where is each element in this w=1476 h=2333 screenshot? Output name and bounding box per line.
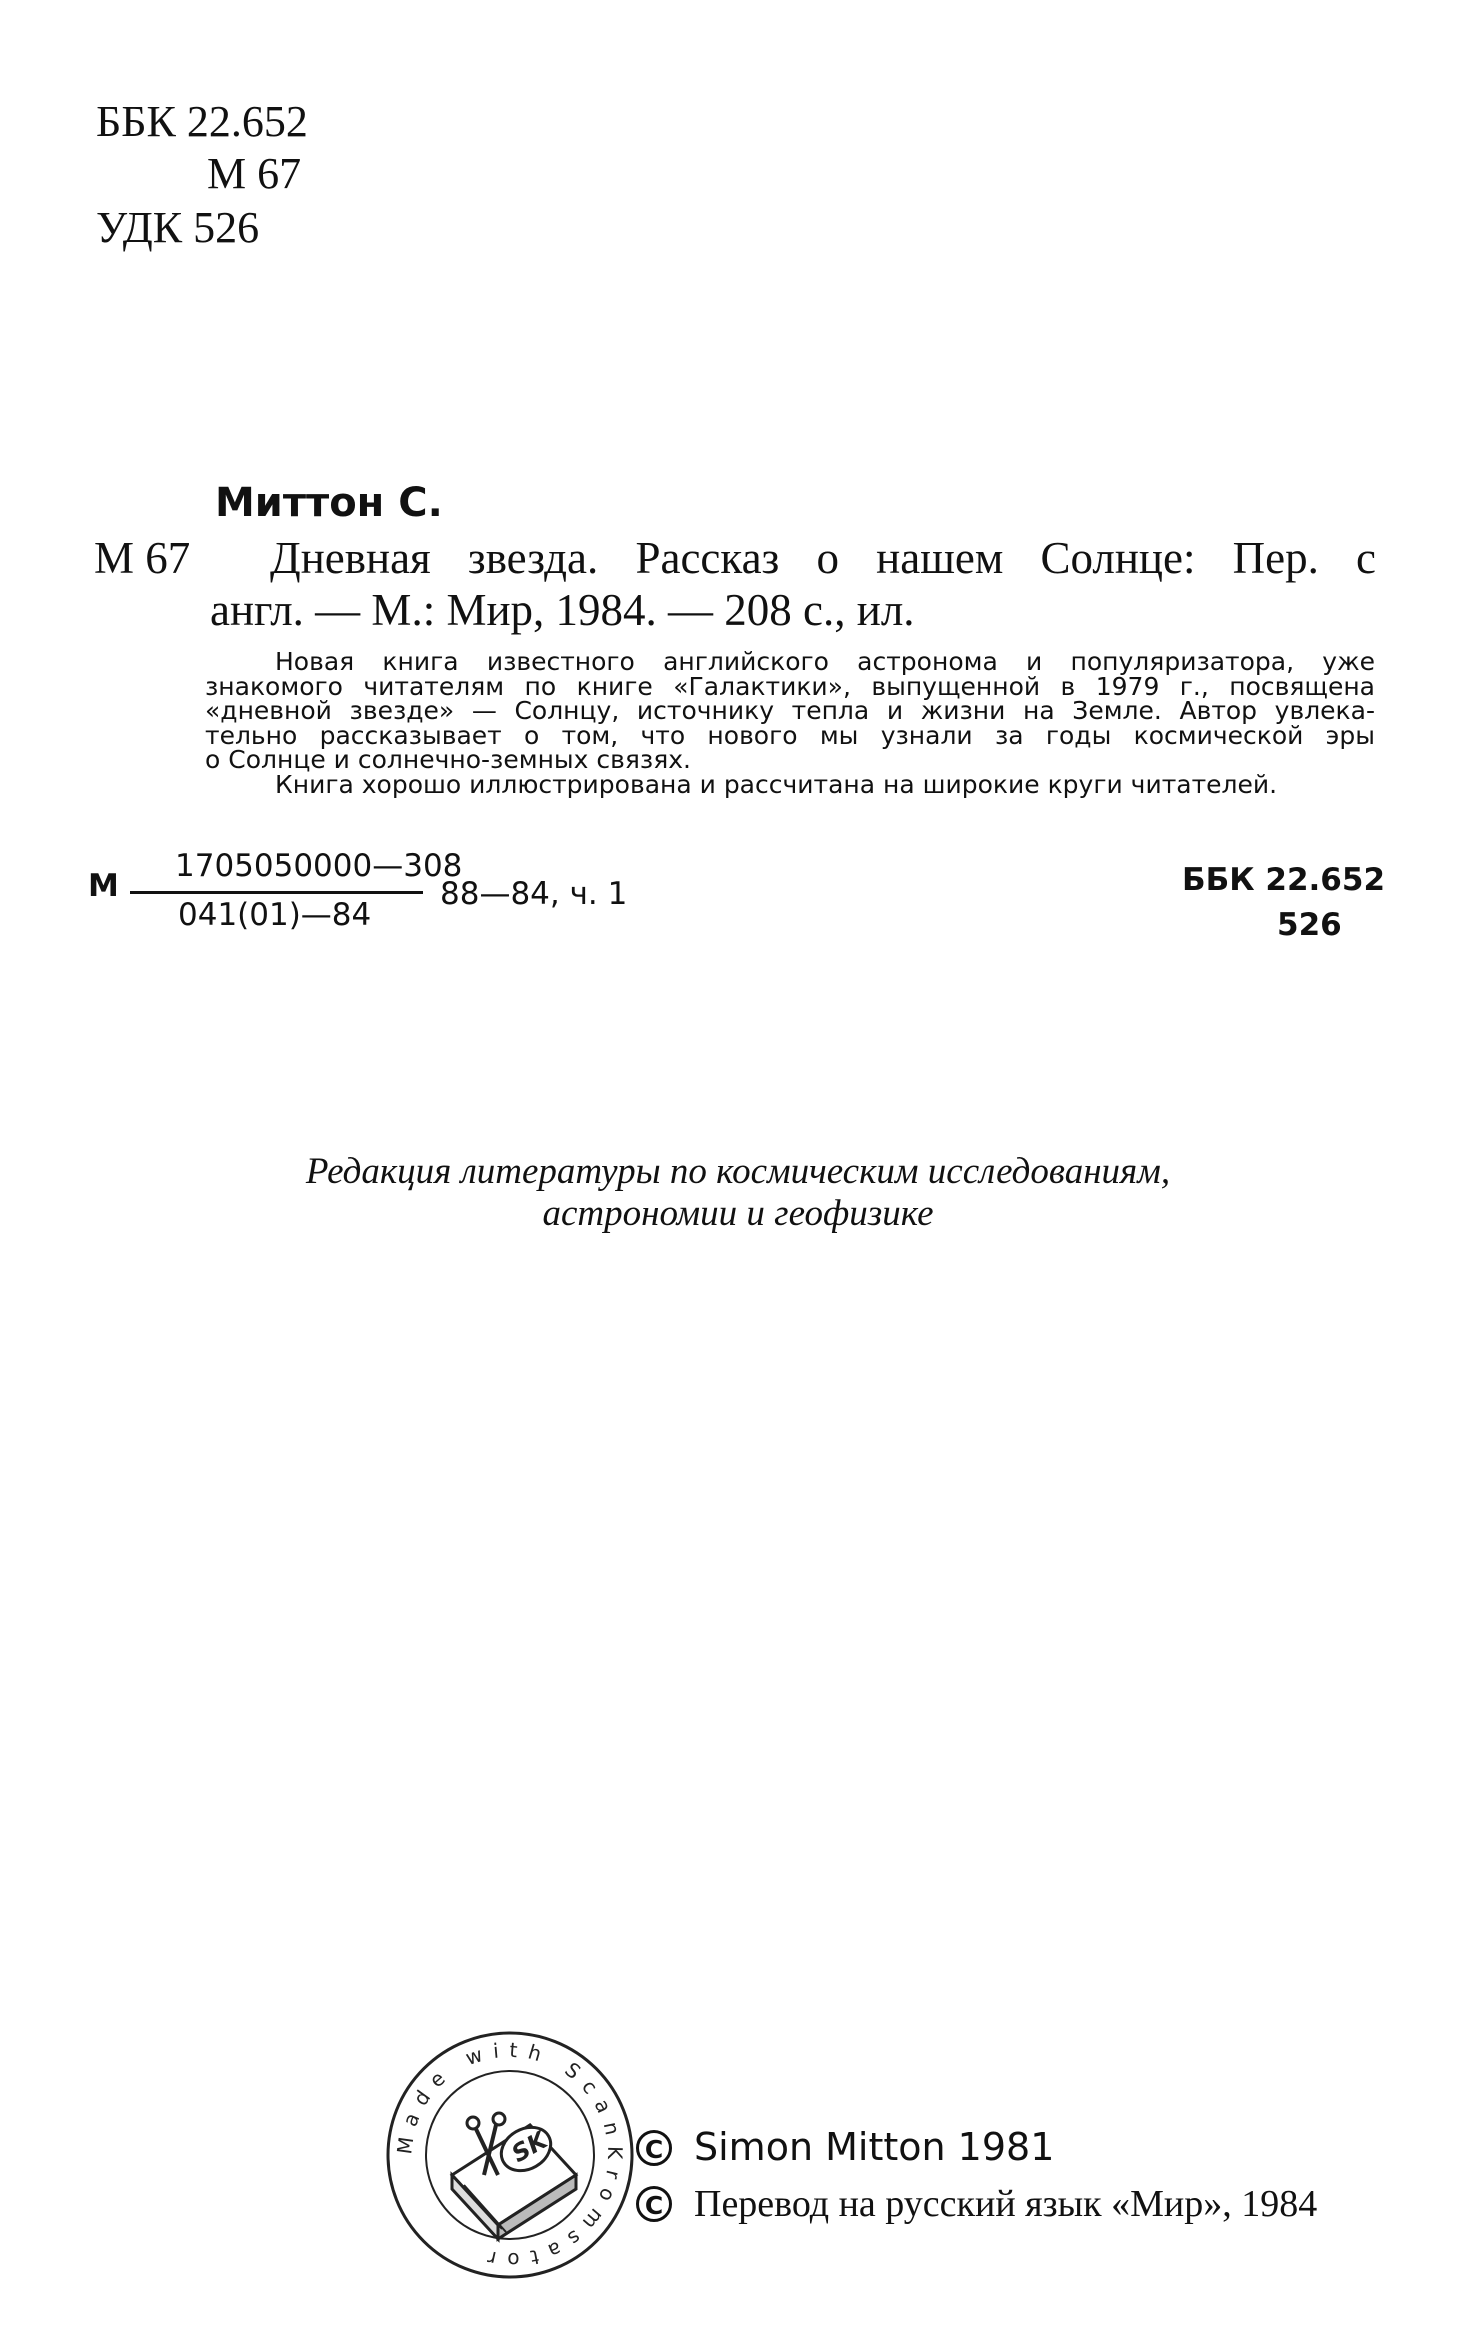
annotation-line: знакомого читателям по книге «Галактики», выпущенной в 1979 г., посвящена xyxy=(205,671,1375,701)
book-title-line-1: Дневная звезда. Рассказ о нашем Солнце: Пер. с xyxy=(270,533,1376,583)
copyright-original xyxy=(636,2125,1054,2169)
copyright-translation xyxy=(636,2182,1317,2226)
author-name: Миттон С. xyxy=(215,480,443,526)
copyright-translation-text: Перевод на русский язык «Мир», 1984 xyxy=(694,2183,1318,2225)
book-icon xyxy=(452,2113,576,2239)
formula-suffix: 88—84, ч. 1 xyxy=(440,876,628,912)
editorial-line-2: астрономии и геофизике xyxy=(542,1193,934,1234)
copyright-original-text: Simon Mitton 1981 xyxy=(694,2125,1055,2169)
copyright-icon: C xyxy=(636,2186,672,2222)
bbk-code: ББК 22.652 xyxy=(96,97,308,146)
editorial-line-1: Редакция литературы по космическим исследованиям, xyxy=(305,1151,1171,1192)
annotation-line: тельно рассказывает о том, что нового мы узнали за годы космической эры xyxy=(205,720,1375,750)
annotation-line: о Солнце и солнечно-земных связях. xyxy=(205,745,691,774)
formula-prefix: М xyxy=(88,868,119,904)
annotation-line: Книга хорошо иллюстрирована и рассчитана на широкие круги читателей. xyxy=(275,769,1278,799)
author-mark: М 67 xyxy=(207,149,302,198)
stamp-inner-text: SK xyxy=(506,2125,552,2169)
scankromsator-stamp xyxy=(380,2025,640,2285)
copyright-icon: C xyxy=(636,2130,672,2166)
stamp-ring-text: Made with ScanKromsator xyxy=(392,2037,628,2273)
annotation xyxy=(205,647,1375,799)
udk-right: 526 xyxy=(1277,907,1342,943)
book-title-line-2: англ. — М.: Мир, 1984. — 208 с., ил. xyxy=(210,585,915,635)
catalog-code: М 67 xyxy=(94,533,191,583)
formula-numerator: 1705050000—308 xyxy=(175,848,463,884)
annotation-line: «дневной звезде» — Солнцу, источнику тепла и жизни на Земле. Автор увлека- xyxy=(205,696,1375,725)
udk-code: УДК 526 xyxy=(96,203,260,252)
formula-denominator: 041(01)—84 xyxy=(178,897,372,933)
bbk-right: ББК 22.652 xyxy=(1182,862,1386,898)
fraction-bar xyxy=(130,891,423,894)
annotation-line: Новая книга известного английского астронома и популяризатора, уже xyxy=(275,647,1375,676)
